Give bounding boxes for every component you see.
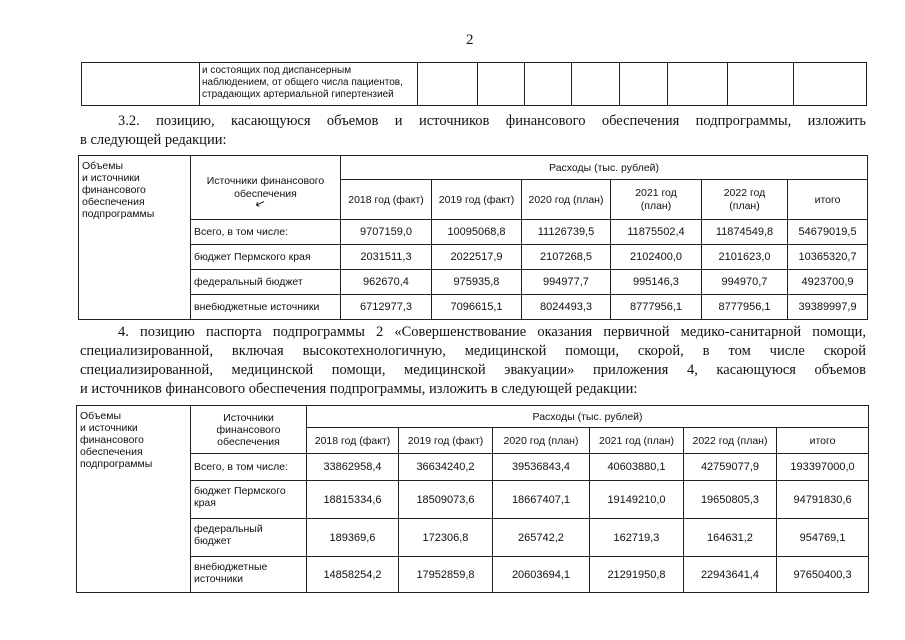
cell-value: 22943641,4 — [684, 557, 777, 593]
paragraph-line: и источников финансового обеспечения подпрограммы, изложить в следующей редакции: — [80, 381, 638, 397]
table1-year-header: 2022 год (план) — [702, 180, 788, 220]
cell-value: 18509073,6 — [399, 481, 493, 519]
cell-value: 995146,3 — [611, 270, 702, 295]
table-row — [79, 295, 868, 320]
table2-volumes-header: Объемы и источники финансового обеспечения подпрограммы — [77, 406, 191, 593]
continuation-empty-cell — [478, 63, 525, 106]
table-row — [77, 481, 869, 519]
table1-year-header: итого — [788, 180, 868, 220]
table2-year-header: 2020 год (план) — [493, 428, 590, 454]
cell-value: 39389997,9 — [788, 295, 868, 320]
continuation-empty-cell — [418, 63, 478, 106]
cell-value: 2101623,0 — [702, 245, 788, 270]
table2-sources-header: Источники финансового обеспечения — [191, 406, 307, 454]
paragraph-4 — [80, 323, 866, 399]
cell-value: 8777956,1 — [611, 295, 702, 320]
table1-year-header: 2021 год (план) — [611, 180, 702, 220]
paragraph-line: 3.2. позицию, касающуюся объемов и источников финансового обеспечения подпрограммы, изложить — [118, 113, 866, 129]
cell-value: 265742,2 — [493, 519, 590, 557]
cell-value: 11874549,8 — [702, 220, 788, 245]
continuation-empty-cell — [620, 63, 668, 106]
cell-value: 193397000,0 — [777, 454, 869, 481]
cell-value: 19650805,3 — [684, 481, 777, 519]
cell-value: 962670,4 — [341, 270, 432, 295]
table-row — [77, 519, 869, 557]
cell-value: 9707159,0 — [341, 220, 432, 245]
cell-value: 94791830,6 — [777, 481, 869, 519]
continuation-text — [200, 63, 418, 106]
cell-value: 19149210,0 — [590, 481, 684, 519]
row-label: бюджет Пермского края — [191, 481, 307, 519]
continuation-empty-cell — [572, 63, 620, 106]
row-label: внебюджетные источники — [191, 557, 307, 593]
cell-value: 39536843,4 — [493, 454, 590, 481]
table-row — [79, 220, 868, 245]
cell-value: 172306,8 — [399, 519, 493, 557]
cell-value: 189369,6 — [307, 519, 399, 557]
cell-value: 975935,8 — [432, 270, 522, 295]
cell-value: 6712977,3 — [341, 295, 432, 320]
paragraph-line: специализированной, включая высокотехнологичную, медицинской помощи, скорой, в том числе скорой — [80, 343, 866, 359]
cell-value: 10365320,7 — [788, 245, 868, 270]
cell-value: 33862958,4 — [307, 454, 399, 481]
cell-value: 97650400,3 — [777, 557, 869, 593]
row-label: Всего, в том числе: — [191, 454, 307, 481]
table1-year-header: 2020 год (план) — [522, 180, 611, 220]
table2-year-header: итого — [777, 428, 869, 454]
row-label: Всего, в том числе: — [191, 220, 341, 245]
row-label: федеральный бюджет — [191, 519, 307, 557]
table1-sources-header: Источники финансового обеспечения — [191, 156, 341, 220]
cell-value: 42759077,9 — [684, 454, 777, 481]
continuation-line: страдающих артериальной гипертензией — [202, 89, 394, 100]
cell-value: 36634240,2 — [399, 454, 493, 481]
cell-value: 954769,1 — [777, 519, 869, 557]
cell-value: 8777956,1 — [702, 295, 788, 320]
cell-value: 21291950,8 — [590, 557, 684, 593]
table1-spend-header: Расходы (тыс. рублей) — [341, 156, 868, 180]
table-row — [79, 270, 868, 295]
page-number: 2 — [466, 32, 474, 48]
paragraph-3-2 — [80, 112, 866, 150]
cell-value: 2102400,0 — [611, 245, 702, 270]
table2-year-header: 2019 год (факт) — [399, 428, 493, 454]
cell-value: 994970,7 — [702, 270, 788, 295]
row-label: внебюджетные источники — [191, 295, 341, 320]
cell-value: 162719,3 — [590, 519, 684, 557]
row-label: федеральный бюджет — [191, 270, 341, 295]
funding-table-1 — [78, 155, 868, 320]
cell-value: 2022517,9 — [432, 245, 522, 270]
paragraph-line: в следующей редакции: — [80, 132, 227, 148]
table2-year-header: 2021 год (план) — [590, 428, 684, 454]
cell-value: 4923700,9 — [788, 270, 868, 295]
cell-value: 7096615,1 — [432, 295, 522, 320]
paragraph-line: специализированной, медицинской помощи, медицинской эвакуации» приложения 4, касающуюся объемов — [80, 362, 866, 378]
cell-value: 18667407,1 — [493, 481, 590, 519]
cell-value: 40603880,1 — [590, 454, 684, 481]
table1-year-header: 2018 год (факт) — [341, 180, 432, 220]
cell-value: 11126739,5 — [522, 220, 611, 245]
paragraph-line: 4. позицию паспорта подпрограммы 2 «Совершенствование оказания первичной медико-санитарной помощи, — [118, 324, 866, 340]
continuation-empty-cell — [525, 63, 572, 106]
cell-value: 2031511,3 — [341, 245, 432, 270]
continuation-empty-cell — [794, 63, 867, 106]
cell-value: 18815334,6 — [307, 481, 399, 519]
cell-value: 8024493,3 — [522, 295, 611, 320]
continuation-empty-cell — [728, 63, 794, 106]
continuation-line: и состоящих под диспансерным — [202, 65, 352, 76]
cell-value: 20603694,1 — [493, 557, 590, 593]
table2-year-header: 2018 год (факт) — [307, 428, 399, 454]
table-row — [77, 557, 869, 593]
table-row — [79, 245, 868, 270]
continuation-line: наблюдением, от общего числа пациентов, — [202, 77, 403, 88]
cell-value: 14858254,2 — [307, 557, 399, 593]
cell-value: 2107268,5 — [522, 245, 611, 270]
funding-table-2 — [76, 405, 869, 593]
cell-value: 994977,7 — [522, 270, 611, 295]
cell-value: 11875502,4 — [611, 220, 702, 245]
pen-mark-icon: ↙ — [253, 194, 268, 212]
table1-year-header: 2019 год (факт) — [432, 180, 522, 220]
table2-spend-header: Расходы (тыс. рублей) — [307, 406, 869, 428]
cell-value: 17952859,8 — [399, 557, 493, 593]
table2-year-header: 2022 год (план) — [684, 428, 777, 454]
table1-volumes-header: Объемы и источники финансового обеспечения подпрограммы — [79, 156, 191, 320]
cell-value: 164631,2 — [684, 519, 777, 557]
continuation-empty-cell — [668, 63, 728, 106]
continuation-table — [81, 62, 867, 106]
table-row — [77, 454, 869, 481]
cell-value: 10095068,8 — [432, 220, 522, 245]
cell-value: 54679019,5 — [788, 220, 868, 245]
row-label: бюджет Пермского края — [191, 245, 341, 270]
continuation-empty-cell — [82, 63, 200, 106]
